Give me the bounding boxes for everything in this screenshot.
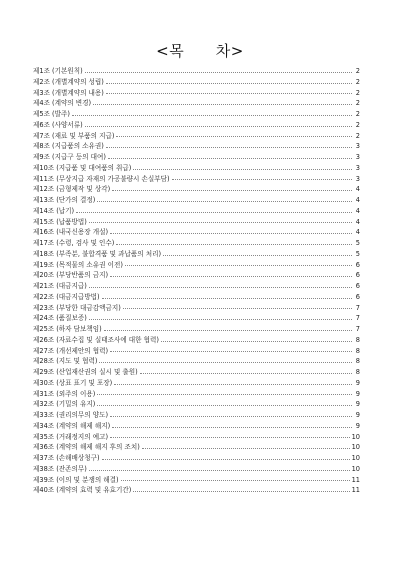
- toc-entry-page-number: 10: [351, 464, 360, 473]
- toc-entry-label: 제32조 (기밀의 유지): [33, 400, 96, 409]
- table-of-contents: [33, 66, 360, 496]
- dot-leader: [99, 362, 352, 363]
- toc-entry[interactable]: [33, 356, 360, 367]
- toc-entry-page-number: 2: [355, 77, 360, 86]
- toc-entry[interactable]: [33, 421, 360, 432]
- toc-entry-page-number: 3: [355, 163, 360, 172]
- toc-entry[interactable]: [33, 238, 360, 249]
- toc-entry[interactable]: [33, 120, 360, 131]
- toc-entry-page-number: 4: [355, 185, 360, 194]
- toc-entry-label: 제16조 (내국신용장 개설): [33, 228, 109, 237]
- toc-entry-label: 제23조 (부당한 대금감액금지): [33, 303, 121, 312]
- toc-entry-page-number: 2: [355, 131, 360, 140]
- toc-entry-page-number: 4: [355, 217, 360, 226]
- toc-entry-page-number: 6: [355, 271, 360, 280]
- toc-entry-label: 제30조 (상표 표기 및 포장): [33, 378, 113, 387]
- toc-entry-page-number: 3: [355, 142, 360, 151]
- dot-leader: [140, 373, 352, 374]
- toc-entry[interactable]: [33, 249, 360, 260]
- toc-entry[interactable]: [33, 367, 360, 378]
- toc-entry[interactable]: [33, 217, 360, 228]
- dot-leader: [106, 83, 352, 84]
- dot-leader: [97, 201, 352, 202]
- toc-entry[interactable]: [33, 109, 360, 120]
- toc-entry-label: 제27조 (개선제안의 협력): [33, 346, 109, 355]
- toc-entry-label: 제18조 (부족분, 불합격품 및 과납품의 처리): [33, 249, 162, 258]
- toc-entry[interactable]: [33, 346, 360, 357]
- toc-entry-label: 제39조 (이의 및 분쟁의 해결): [33, 475, 119, 484]
- toc-entry-label: 제4조 (계약의 변경): [33, 99, 92, 108]
- toc-entry-page-number: 2: [355, 110, 360, 118]
- toc-entry-page-number: 3: [355, 153, 360, 161]
- toc-entry-label: 제34조 (계약의 해제 해지): [33, 421, 111, 430]
- toc-entry[interactable]: [33, 131, 360, 142]
- dot-leader: [76, 212, 352, 213]
- dot-leader: [161, 341, 352, 342]
- toc-entry-label: 제11조 (무상지급 자재의 가공불량시 손실부담): [33, 174, 170, 183]
- toc-title: <목 차>: [156, 42, 244, 60]
- toc-entry-page-number: 5: [355, 239, 360, 247]
- toc-entry[interactable]: [33, 88, 360, 99]
- dot-leader: [102, 298, 352, 299]
- dot-leader: [106, 93, 352, 94]
- toc-entry-label: 제21조 (대금지급): [33, 282, 87, 290]
- toc-entry-label: 제19조 (목적물의 소유권 이전): [33, 260, 123, 269]
- toc-entry[interactable]: [33, 281, 360, 292]
- toc-entry-label: 제35조 (거래정지의 예고): [33, 432, 109, 441]
- toc-entry[interactable]: [33, 324, 360, 335]
- dot-leader: [106, 147, 352, 148]
- toc-entry[interactable]: [33, 313, 360, 324]
- toc-entry[interactable]: [33, 77, 360, 88]
- toc-entry-label: 제12조 (금형제작 및 상각): [33, 185, 111, 194]
- toc-entry-label: 제22조 (대금지급방법): [33, 292, 100, 301]
- toc-entry-label: 제17조 (수령, 검사 및 인수): [33, 239, 115, 247]
- toc-entry-page-number: 4: [355, 228, 360, 237]
- toc-entry-page-number: 7: [355, 325, 360, 333]
- toc-entry-page-number: 8: [355, 346, 360, 355]
- toc-entry-page-number: 3: [355, 174, 360, 183]
- toc-entry-label: 제20조 (부당반품의 금지): [33, 271, 109, 280]
- toc-entry-label: 제40조 (계약의 효력 및 유효기간): [33, 486, 132, 495]
- dot-leader: [112, 190, 352, 191]
- toc-entry-page-number: 6: [355, 260, 360, 269]
- dot-leader: [142, 448, 350, 449]
- toc-entry-page-number: 2: [355, 67, 360, 75]
- toc-entry-page-number: 8: [355, 357, 360, 366]
- toc-entry[interactable]: [33, 485, 360, 496]
- toc-entry[interactable]: [33, 206, 360, 217]
- toc-entry[interactable]: [33, 292, 360, 303]
- toc-entry-label: 제1조 (기본원칙): [33, 67, 83, 75]
- toc-entry[interactable]: [33, 141, 360, 152]
- toc-entry-label: 제28조 (지도 및 협력): [33, 357, 98, 366]
- toc-entry[interactable]: [33, 410, 360, 421]
- toc-entry[interactable]: [33, 98, 360, 109]
- toc-entry-label: 제37조 (손해배상청구): [33, 454, 100, 462]
- dot-leader: [133, 491, 349, 492]
- toc-entry[interactable]: [33, 442, 360, 453]
- toc-entry[interactable]: [33, 195, 360, 206]
- dot-leader: [163, 255, 352, 256]
- toc-entry-page-number: 7: [355, 303, 360, 312]
- dot-leader: [85, 72, 352, 73]
- dot-leader: [125, 265, 352, 266]
- toc-entry-page-number: 9: [355, 389, 360, 398]
- toc-entry-page-number: 10: [351, 443, 360, 452]
- dot-leader: [116, 244, 352, 245]
- toc-entry-page-number: 11: [351, 486, 360, 495]
- dot-leader: [85, 126, 352, 127]
- toc-entry-page-number: 4: [355, 206, 360, 215]
- dot-leader: [123, 308, 352, 309]
- toc-entry-label: 제8조 (지급품의 소유권): [33, 142, 104, 151]
- toc-entry[interactable]: [33, 152, 360, 163]
- dot-leader: [104, 330, 352, 331]
- toc-entry-page-number: 6: [355, 282, 360, 290]
- toc-entry-page-number: 9: [355, 411, 360, 419]
- toc-entry-label: 제6조 (사양서류): [33, 120, 83, 129]
- toc-entry-label: 제26조 (자료수집 및 실태조사에 대한 협력): [33, 335, 159, 344]
- toc-entry[interactable]: [33, 432, 360, 443]
- toc-entry-label: 제15조 (납품방법): [33, 217, 87, 226]
- toc-entry-label: 제31조 (외주의 이용): [33, 389, 96, 398]
- toc-entry-label: 제13조 (단가의 결정): [33, 196, 96, 204]
- dot-leader: [172, 179, 352, 180]
- toc-entry-label: 제33조 (권리의무의 양도): [33, 411, 109, 419]
- toc-entry-page-number: 2: [355, 120, 360, 129]
- toc-entry-page-number: 6: [355, 292, 360, 301]
- toc-entry-page-number: 4: [355, 196, 360, 204]
- toc-entry-label: 제7조 (재료 및 부품의 지급): [33, 131, 115, 140]
- toc-entry[interactable]: [33, 66, 360, 77]
- toc-entry[interactable]: [33, 163, 360, 174]
- toc-entry-page-number: 2: [355, 88, 360, 97]
- dot-leader: [93, 104, 352, 105]
- toc-entry-label: 제29조 (산업재산권의 실시 및 출원): [33, 368, 138, 376]
- toc-entry-page-number: 7: [355, 314, 360, 323]
- toc-entry-page-number: 8: [355, 335, 360, 344]
- toc-entry-page-number: 5: [355, 249, 360, 258]
- toc-entry-page-number: 10: [351, 432, 360, 441]
- dot-leader: [89, 319, 352, 320]
- dot-leader: [72, 115, 352, 116]
- toc-entry-label: 제3조 (개별계약의 내용): [33, 88, 104, 97]
- toc-entry-label: 제24조 (품질보증): [33, 314, 87, 323]
- toc-entry-label: 제10조 (지급품 및 대여품의 취급): [33, 163, 132, 172]
- dot-leader: [112, 427, 352, 428]
- toc-entry-page-number: 11: [351, 475, 360, 484]
- toc-entry-label: 제38조 (잔존의무): [33, 464, 87, 473]
- toc-entry[interactable]: [33, 453, 360, 464]
- toc-entry[interactable]: [33, 378, 360, 389]
- dot-leader: [110, 351, 352, 352]
- toc-entry-page-number: 2: [355, 99, 360, 108]
- toc-entry[interactable]: [33, 174, 360, 185]
- toc-entry-label: 제36조 (계약의 해제 해지 후의 조치): [33, 443, 140, 452]
- dot-leader: [133, 169, 352, 170]
- dot-leader: [89, 287, 352, 288]
- toc-entry-label: 제2조 (개별계약의 성립): [33, 77, 104, 86]
- dot-leader: [114, 384, 352, 385]
- toc-entry[interactable]: [33, 227, 360, 238]
- toc-entry-label: 제25조 (하자 담보책임): [33, 325, 102, 333]
- toc-entry-page-number: 9: [355, 421, 360, 430]
- dot-leader: [102, 459, 350, 460]
- toc-entry[interactable]: [33, 475, 360, 486]
- toc-entry[interactable]: [33, 260, 360, 271]
- toc-entry[interactable]: [33, 399, 360, 410]
- toc-entry[interactable]: [33, 464, 360, 475]
- dot-leader: [110, 416, 352, 417]
- dot-leader: [108, 158, 352, 159]
- dot-leader: [110, 233, 352, 234]
- toc-entry[interactable]: [33, 335, 360, 346]
- dot-leader: [110, 276, 352, 277]
- dot-leader: [89, 222, 352, 223]
- dot-leader: [121, 480, 350, 481]
- dot-leader: [116, 136, 352, 137]
- dot-leader: [110, 437, 350, 438]
- toc-entry-page-number: 9: [355, 378, 360, 387]
- toc-entry[interactable]: [33, 270, 360, 281]
- toc-entry[interactable]: [33, 303, 360, 314]
- toc-entry-label: 제9조 (지급구 등의 대여): [33, 153, 106, 161]
- toc-entry-label: 제14조 (납기): [33, 206, 75, 215]
- dot-leader: [89, 470, 350, 471]
- toc-entry-page-number: 10: [351, 454, 360, 462]
- toc-entry[interactable]: [33, 389, 360, 400]
- dot-leader: [97, 394, 352, 395]
- toc-entry[interactable]: [33, 184, 360, 195]
- toc-entry-label: 제5조 (발주): [33, 110, 70, 118]
- toc-entry-page-number: 9: [355, 400, 360, 409]
- toc-entry-page-number: 8: [355, 368, 360, 376]
- dot-leader: [97, 405, 352, 406]
